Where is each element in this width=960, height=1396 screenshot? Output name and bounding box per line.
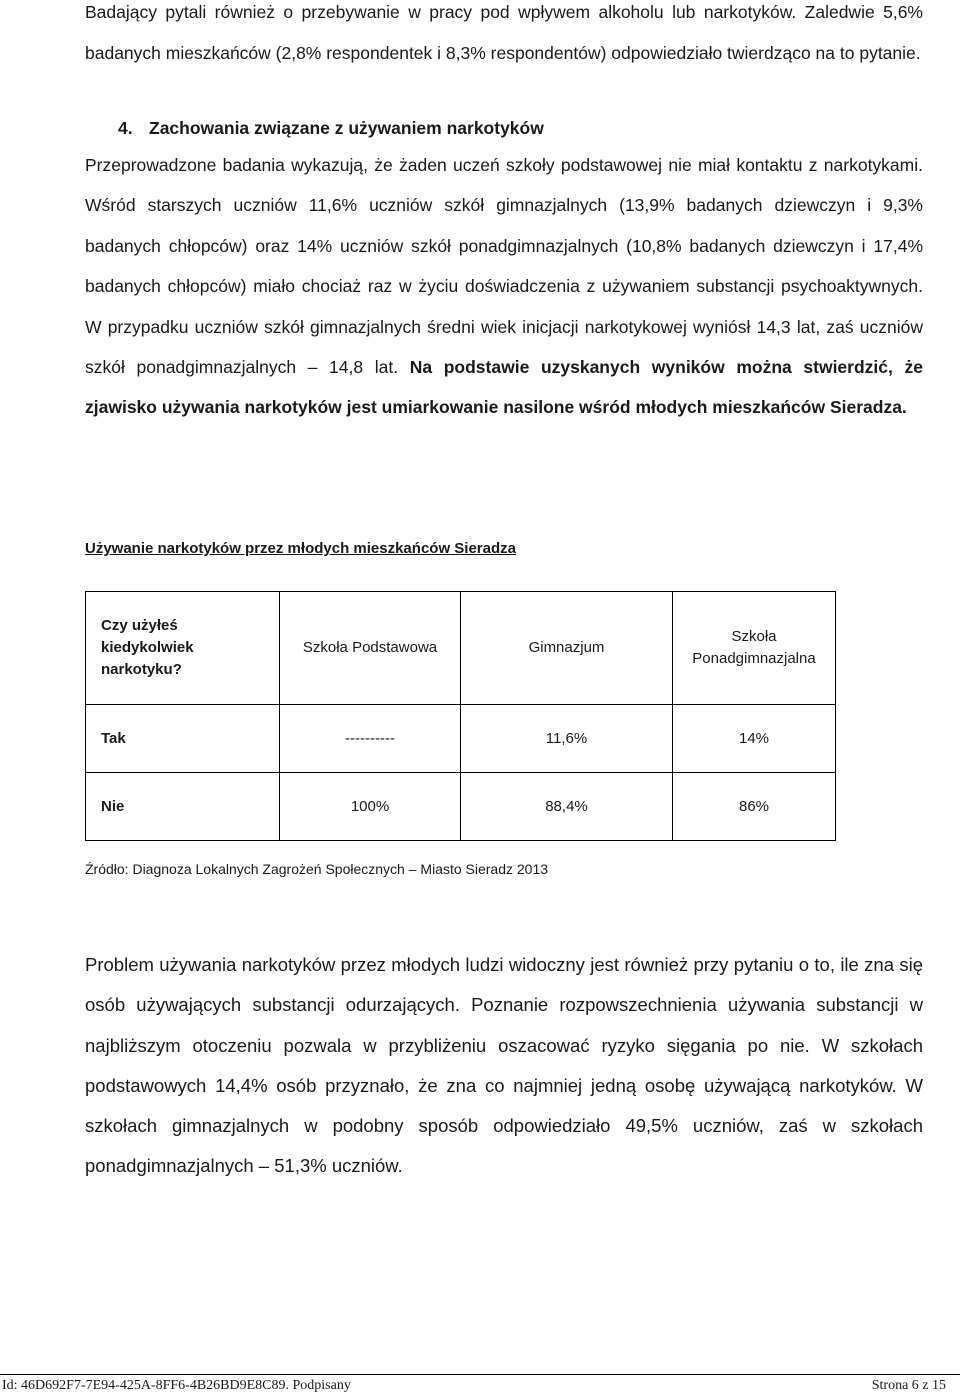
table-cell-high-school: 86%: [673, 773, 836, 841]
section-heading: [118, 108, 544, 148]
table-cell-middle-school: 11,6%: [461, 705, 673, 773]
footer-document-id: Id: 46D692F7-7E94-425A-8FF6-4B26BD9E8C89. Podpisany: [2, 1378, 351, 1393]
paragraph-alcohol-at-work: Badający pytali również o przebywanie w pracy pod wpływem alkoholu lub narkotyków. Zaledwie 5,6% badanych mieszkańców (2,8% respondentek i 8,3% respondentów) odpowiedziało twierdząco na to pytanie.: [85, 2, 923, 63]
footer-divider: [0, 1374, 960, 1375]
table-source-note: Źródło: Diagnoza Lokalnych Zagrożeń Społecznych – Miasto Sieradz 2013: [85, 861, 549, 877]
drug-use-table: [85, 591, 836, 841]
paragraph-drug-findings-conclusion: Na podstawie uzyskanych wyników można stwierdzić, że zjawisko używania narkotyków jest umiarkowanie nasilone wśród młodych mieszkańców Sieradza.: [85, 357, 923, 418]
table-cell-answer: Nie: [86, 773, 280, 841]
paragraph-drug-findings: [85, 145, 923, 428]
table-cell-primary-school: ----------: [280, 705, 461, 773]
paragraph-drug-findings-text: Przeprowadzone badania wykazują, że żaden uczeń szkoły podstawowej nie miał kontaktu z narkotykami. Wśród starszych uczniów 11,6% uczniów szkół gimnazjalnych (13,9% badanych dziewczyn i 9,3% badanych chłopców) oraz 14% uczniów szkół ponadgimnazjalnych (10,8% badanych dziewczyn i 17,4% badanych chłopców) miało chociaż raz w życiu doświadczenia z używaniem substancji psychoaktywnych. W przypadku uczniów szkół gimnazjalnych średni wiek inicjacji narkotykowej wyniósł 14,3 lat, zaś uczniów szkół ponadgimnazjalnych – 14,8 lat.: [85, 155, 923, 378]
section-title: Zachowania związane z używaniem narkotyków: [149, 118, 544, 138]
table-header-question: Czy użyłeś kiedykolwiek narkotyku?: [86, 592, 280, 705]
table-cell-high-school: 14%: [673, 705, 836, 773]
table-title: Używanie narkotyków przez młodych mieszkańców Sieradza: [85, 540, 516, 557]
table-header-row: [86, 592, 836, 705]
section-number: 4.: [118, 118, 133, 138]
footer-page-number: Strona 6 z 15: [871, 1378, 946, 1393]
page-footer: [0, 1374, 960, 1396]
table-row: [86, 705, 836, 773]
table-header-primary-school: Szkoła Podstawowa: [280, 592, 461, 705]
paragraph-known-users: Problem używania narkotyków przez młodych ludzi widoczny jest również przy pytaniu o to, ile zna się osób używających substancji odurzających. Poznanie rozpowszechnienia używania substancji w najbliższym otoczeniu pozwala w przybliżeniu oszacować ryzyko sięgania po nie. W szkołach podstawowych 14,4% osób przyznało, że zna co najmniej jedną osobę używającą narkotyków. W szkołach gimnazjalnych w podobny sposób odpowiedziało 49,5% uczniów, zaś w szkołach ponadgimnazjalnych – 51,3% uczniów.: [85, 954, 923, 1177]
table-row: [86, 773, 836, 841]
table-cell-middle-school: 88,4%: [461, 773, 673, 841]
table-cell-primary-school: 100%: [280, 773, 461, 841]
table-header-high-school: Szkoła Ponadgimnazjalna: [673, 592, 836, 705]
table-cell-answer: Tak: [86, 705, 280, 773]
table-header-middle-school: Gimnazjum: [461, 592, 673, 705]
